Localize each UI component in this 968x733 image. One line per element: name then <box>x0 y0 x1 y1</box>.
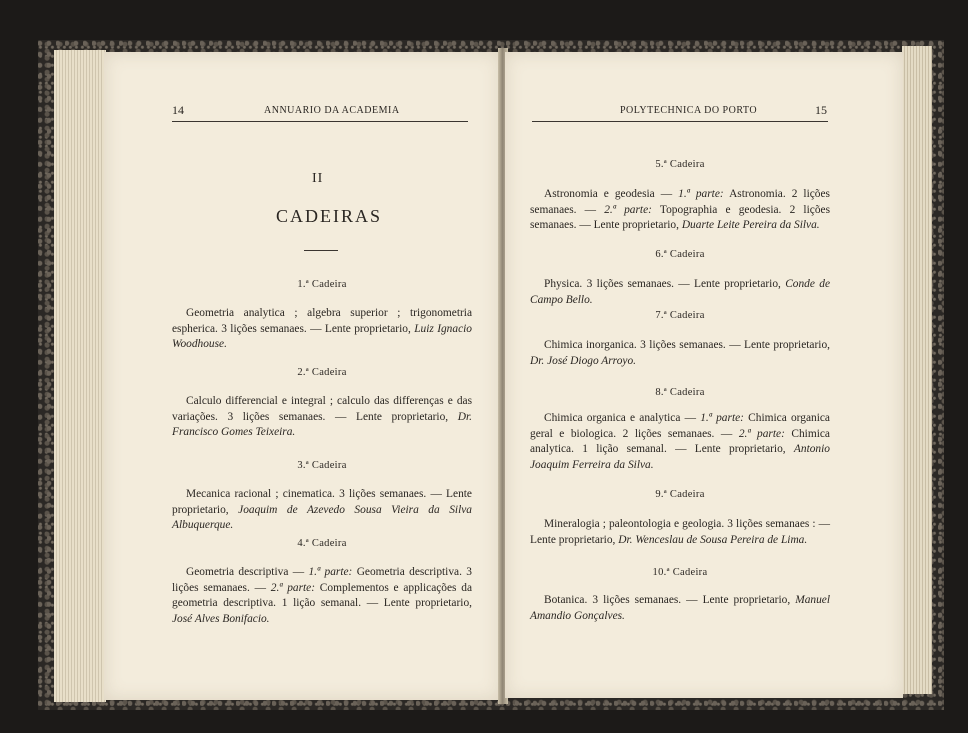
chair-7-heading: 7.ª Cadeira <box>655 310 705 321</box>
chair-1-heading: 1.ª Cadeira <box>297 279 347 290</box>
chair-6-text: Physica. 3 lições semanaes. — Lente proprietario, Conde de Campo Bello. <box>530 278 830 306</box>
left-header-rule <box>172 121 468 122</box>
chair-10-heading: 10.ª Cadeira <box>652 567 708 578</box>
chair-4-heading: 4.ª Cadeira <box>297 538 347 549</box>
chair-7-text: Chimica inorganica. 3 lições semanaes. — Lente proprietario, Dr. José Diogo Arroyo. <box>530 339 830 367</box>
chair-10-text: Botanica. 3 lições semanaes. — Lente proprietario, Manuel Amandio Gonçalves. <box>530 594 830 622</box>
chair-3-text: Mecanica racional ; cinematica. 3 lições semanaes. — Lente proprietario, Joaquim de Azevedo Sousa Vieira da Silva Albuquerque. <box>172 488 472 532</box>
right-page-edges <box>902 46 932 694</box>
chair-4-text: Geometria descriptiva — 1.ª parte: Geometria descriptiva. 3 lições semanaes. — 2.ª parte: Complementos e applicações da geometria descriptiva. 1 lição semanal. — Lente proprietario, José Alves Bonifacio. <box>172 566 473 625</box>
chair-8-heading: 8.ª Cadeira <box>655 387 705 398</box>
chair-1-text: Geometria analytica ; algebra superior ; trigonometria espherica. 3 lições semanaes. — Lente proprietario, Luiz Ignacio Woodhouse. <box>172 307 472 351</box>
section-title: CADEIRAS <box>276 206 383 226</box>
chair-2-text: Calculo differencial e integral ; calculo das differenças e das variações. 3 lições semanaes. — Lente proprietario, Dr. Francisco Gomes Teixeira. <box>172 395 472 439</box>
chair-6-heading: 6.ª Cadeira <box>655 249 705 260</box>
right-running-head: POLYTECHNICA DO PORTO <box>620 105 758 116</box>
right-header-rule <box>532 121 828 122</box>
chair-8-text: Chimica organica e analytica — 1.ª parte: Chimica organica geral e biologica. 2 lições semanaes. — 2.ª parte: Chimica analytica. 1 lição semanal. — Lente proprietario, Antonio Joaquim Ferreira da Silva. <box>530 412 830 471</box>
right-page-number: 15 <box>815 103 827 117</box>
chair-2-heading: 2.ª Cadeira <box>297 367 347 378</box>
chair-3-heading: 3.ª Cadeira <box>297 460 347 471</box>
chair-5-heading: 5.ª Cadeira <box>655 159 705 170</box>
title-divider <box>304 250 338 251</box>
left-page-edges <box>54 50 106 702</box>
left-running-head: ANNUARIO DA ACADEMIA <box>264 105 400 116</box>
left-page-number: 14 <box>172 103 184 117</box>
chair-9-text: Mineralogia ; paleontologia e geologia. 3 lições semanaes : — Lente proprietario, Dr. Wenceslau de Sousa Pereira de Lima. <box>530 518 830 546</box>
section-number: II <box>312 171 324 186</box>
chair-5-text: Astronomia e geodesia — 1.ª parte: Astronomia. 2 lições semanaes. — 2.ª parte: Topographia e geodesia. 2 lições semanaes. — Lente proprietario, Duarte Leite Pereira da Silva. <box>530 188 831 232</box>
chair-9-heading: 9.ª Cadeira <box>655 489 705 500</box>
